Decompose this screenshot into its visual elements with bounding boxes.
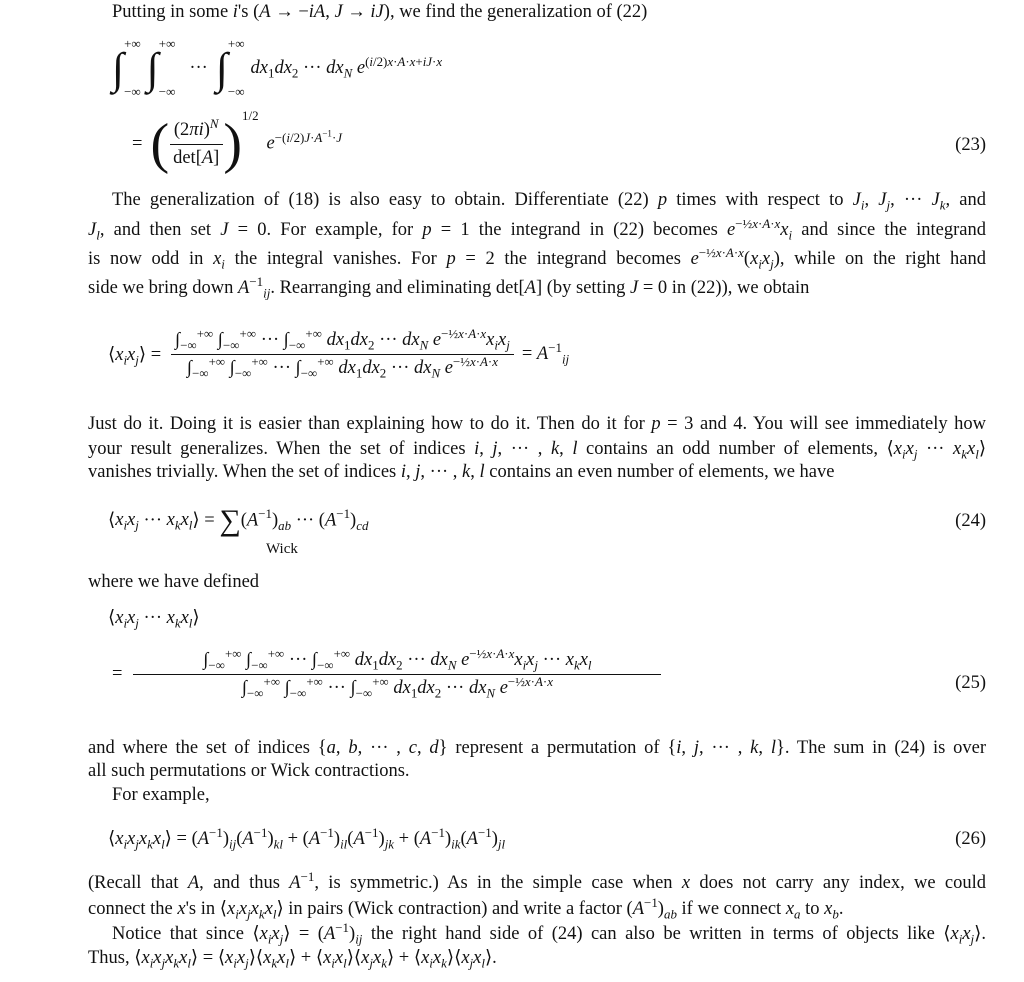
equation-number: (25) bbox=[955, 673, 986, 693]
lhs: $⟨x_ix_j⟩$ = bbox=[108, 344, 162, 368]
paragraph-line: (Recall that A, and thus $A^{-1}$, is symmetric.) As in the simple case when x does not carry any index, we could bbox=[88, 868, 987, 893]
paragraph-line: side we bring down $A^{-1}_{ij}$. Rearranging and eliminating det[A] (by setting J = 0 in (22)), we obtain bbox=[88, 273, 810, 301]
equation-number: (24) bbox=[955, 511, 986, 531]
equation-number: (26) bbox=[955, 829, 986, 849]
lower-limit: −∞ bbox=[227, 84, 245, 99]
upper-limit: +∞ bbox=[124, 36, 141, 51]
paragraph-line: where we have defined bbox=[88, 572, 260, 592]
upper-limit: +∞ bbox=[227, 36, 245, 51]
dots: ··· bbox=[189, 57, 208, 78]
equation-xixj bbox=[108, 325, 570, 381]
numerator: $(2\pi i)^N$ bbox=[170, 120, 223, 145]
paragraph-line: $J_l$, and then set J = 0. For example, for p = 1 the integrand in (22) becomes $e^{-\frac{1}{2}x\cdot A\cdot x}x_i$ and since the integrand bbox=[88, 215, 986, 243]
rhs: = $A^{-1}_{ij}$ bbox=[521, 339, 570, 367]
paragraph-line: Thus, $⟨x_ix_jx_kx_l⟩$ = $⟨x_ix_j⟩⟨x_kx_l⟩$ + $⟨x_ix_l⟩⟨x_jx_k⟩$ + $⟨x_ix_k⟩⟨x_jx_l⟩$. bbox=[88, 948, 497, 971]
integrand: $dx_1dx_2$ ··· $dx_N$ $e^{(i/2)x\cdot A\cdot x+iJ\cdot x}$ bbox=[250, 53, 443, 81]
equation-26: $⟨x_ix_jx_kx_l⟩ = (A^{-1})_{ij}(A^{-1})_{kl} + (A^{-1})_{il}(A^{-1})_{jk} + (A^{-1})_{ik}(A^{-1})_{jl}$ bbox=[108, 824, 506, 852]
lower-limit: −∞ bbox=[124, 84, 141, 99]
sum-subscript: Wick bbox=[266, 541, 298, 557]
paragraph-line: Notice that since $⟨x_ix_j⟩ = (A^{-1})_{ij}$ the right hand side of (24) can also be written in terms of objects like $⟨x_ix_j⟩$. bbox=[112, 919, 986, 947]
exponent: 1/2 bbox=[242, 107, 259, 123]
equation-25 bbox=[112, 645, 662, 701]
paragraph-line: is now odd in $x_i$ the integral vanishes. For p = 2 the integrand becomes $e^{-\frac{1}{2}x\cdot A\cdot x}(x_ix_j)$, while on the right hand bbox=[88, 244, 987, 272]
equation-23: = ( $\frac{(2\pi i)^N}{\det[A]}$ ) $^{1/2}$ $e^{-(i/2)J\cdot A^{-1}\cdot J}$ bbox=[132, 107, 343, 175]
paragraph-line: The generalization of (18) is also easy to obtain. Differentiate (22) p times with respect to $J_i$, $J_j$, ··· $J_k$, and bbox=[112, 190, 986, 213]
lower-limit: −∞ bbox=[158, 84, 176, 99]
denominator: $\int_{-\infty}^{+\infty}$ $\int_{-\infty}^{+\infty}$ ··· $\int_{-\infty}^{+\infty}$ $dx_1dx_2$ ··· $dx_N$ $e^{-\frac{1}{2}x\cdot A\cdot x}$ bbox=[241, 673, 553, 701]
equation-24: $⟨x_ix_j$ ··· $x_kx_l⟩ = \sum(A^{-1})_{ab}$ ··· $(A^{-1})_{cd}$ bbox=[108, 504, 369, 537]
equation-integral: ∫ +∞ −∞ ∫ +∞ −∞ ··· ∫ +∞ −∞ $dx_1dx_2$ ··· $dx_N$ $e^{(i/2)x\cdot A\cdot x+iJ\cdot x}$ bbox=[112, 36, 443, 99]
equation-25-lhs: $⟨x_ix_j$ ··· $x_kx_l⟩$ bbox=[108, 608, 200, 631]
paragraph-line: vanishes trivially. When the set of indices i, j, ··· , k, l contains an even number of elements, we have bbox=[88, 462, 835, 482]
denominator: $\int_{-\infty}^{+\infty}$ $\int_{-\infty}^{+\infty}$ ··· $\int_{-\infty}^{+\infty}$ $dx_1dx_2$ ··· $dx_N$ $e^{-\frac{1}{2}x\cdot A\cdot x}$ bbox=[186, 353, 498, 381]
numerator: $\int_{-\infty}^{+\infty}$ $\int_{-\infty}^{+\infty}$ ··· $\int_{-\infty}^{+\infty}$ $dx_1dx_2$ ··· $dx_N$ $e^{-\frac{1}{2}x\cdot A\cdot x}x_ix_j$ ··· $x_kx_l$ bbox=[133, 650, 661, 675]
exponential: $e^{-(i/2)J\cdot A^{-1}\cdot J}$ bbox=[266, 128, 343, 154]
paragraph-line: and where the set of indices {a, b, ··· , c, d} represent a permutation of {i, j, ··· , k, l}. The sum in (24) is over bbox=[88, 738, 987, 758]
paragraph-line: connect the x's in $⟨x_ix_jx_kx_l⟩$ in pairs (Wick contraction) and write a factor $(A^{-1})_{ab}$ if we connect $x_a$ to $x_b$. bbox=[88, 894, 844, 922]
paragraph-line: Just do it. Doing it is easier than explaining how to do it. Then do it for p = 3 and 4. You will see immediately how bbox=[88, 414, 987, 434]
equals: = bbox=[132, 133, 143, 154]
paragraph-line: For example, bbox=[112, 785, 210, 805]
denominator: det[A] bbox=[173, 147, 220, 168]
paragraph-intro: Putting in some i's (A → −iA, J → iJ), we find the generalization of (22) bbox=[112, 2, 648, 22]
paragraph-line: your result generalizes. When the set of indices i, j, ··· , k, l contains an odd number of elements, $⟨x_ix_j$ ··· $x_kx_l⟩$ bbox=[88, 439, 987, 462]
upper-limit: +∞ bbox=[158, 36, 176, 51]
equation-number: (23) bbox=[955, 135, 986, 155]
equals: = bbox=[112, 664, 123, 684]
paragraph-line: all such permutations or Wick contractions. bbox=[88, 761, 410, 781]
numerator: $\int_{-\infty}^{+\infty}$ $\int_{-\infty}^{+\infty}$ ··· $\int_{-\infty}^{+\infty}$ $dx_1dx_2$ ··· $dx_N$ $e^{-\frac{1}{2}x\cdot A\cdot x}x_ix_j$ bbox=[171, 330, 514, 355]
